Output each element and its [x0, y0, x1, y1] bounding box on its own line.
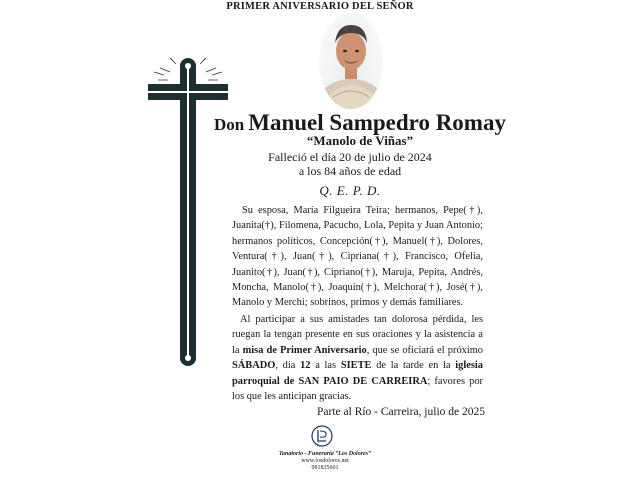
- funeral-home-phone: 981835601: [311, 465, 339, 471]
- announcement-text: de la tarde en la: [376, 360, 451, 372]
- portrait-photo: [319, 13, 383, 109]
- announcement-text: , que se oficiará el próximo: [366, 344, 484, 356]
- funeral-home-name: Tanatorio - Funeraria “Los Dolores”: [278, 451, 372, 457]
- death-date: Falleció el día 20 de julio de 2024: [268, 150, 432, 164]
- rip-initials: Q. E. P. D.: [319, 183, 381, 198]
- announcement-text: ; favores por los que les anticipan gracias.: [232, 375, 483, 403]
- family-text: Su esposa, María Filgueira Teira; hermanos, Pepe(†), Juanita(†), Filomena, Pacucho, Lola, Pepita y Juan Antonio; hermanos políticos, Concepción(†), Manuel(†), Dolores, Ventura(†), Juan(†), Cipriana(†), Francisco, Ofelia, Juanito(†), Juan(†), Cipriano(†), Maruja, Pepita, Andrés, Moncha, Manolo(†), Joaquín(†), Melchora(†), José(†), Manolo y Merchi; sobrinos, primos y demás familiares.: [232, 205, 483, 309]
- mass-date: 12: [300, 360, 311, 372]
- mass-day: SÁBADO: [232, 360, 276, 372]
- honorific: Don: [214, 115, 245, 134]
- mass-time: SIETE: [340, 360, 372, 372]
- nickname: “Manolo de Viñas”: [306, 133, 414, 148]
- mass-title: misa de Primer Aniversario: [242, 344, 367, 356]
- announcement-text: , día: [275, 360, 296, 372]
- cross-icon: [148, 58, 228, 368]
- death-info: [230, 150, 470, 178]
- announcement-text: a las: [315, 360, 337, 372]
- announcement-paragraph: [232, 312, 483, 404]
- full-name: Manuel Sampedro Romay: [248, 110, 506, 135]
- family-paragraph: [232, 203, 483, 311]
- announcement-text: Al participar a sus amistades tan dolorosa pérdida, les ruegan la tengan presente en sus oraciones y la asistencia a la: [232, 314, 483, 356]
- funeral-home-url[interactable]: www.losdolores.net: [301, 458, 349, 464]
- funeral-home-logo-icon: [311, 425, 333, 447]
- church-name: iglesia parroquial de SAN PAIO DE CARREIRA: [232, 360, 483, 387]
- page-header: PRIMER ANIVERSARIO DEL SEÑOR: [226, 1, 414, 12]
- funeral-home-info: [270, 451, 380, 472]
- age-at-death: a los 84 años de edad: [298, 164, 402, 178]
- place-date: Parte al Río - Carreira, julio de 2025: [317, 406, 485, 418]
